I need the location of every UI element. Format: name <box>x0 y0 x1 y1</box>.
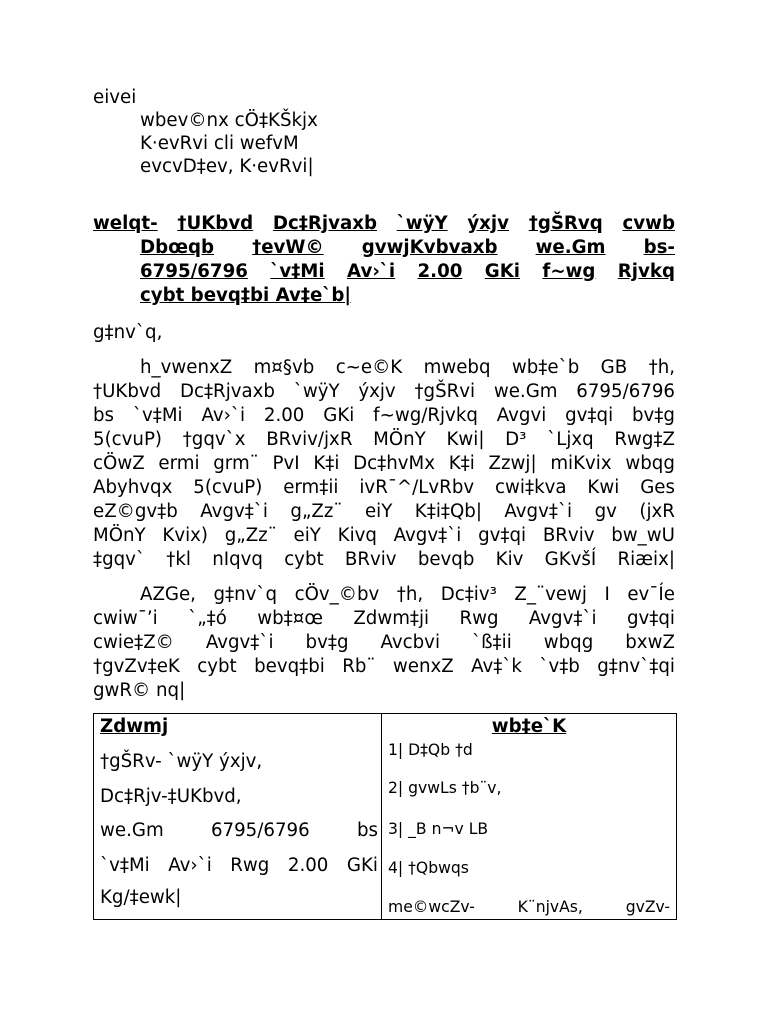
word: h_vwenxZ <box>140 357 233 378</box>
word: Riæix| <box>617 549 675 570</box>
word: gvZv- <box>625 898 670 916</box>
word: Kwi| <box>446 429 485 450</box>
word: Avgv‡`i <box>200 501 268 522</box>
applicant-item <box>388 896 670 918</box>
word: Kwi <box>587 477 620 498</box>
word: K‡i <box>448 453 475 474</box>
word: ermi <box>158 453 200 474</box>
word: Dc‡iv³ <box>440 584 497 605</box>
word: 6795/6796 <box>210 820 310 841</box>
word: Av‡`k <box>471 656 522 677</box>
word: we.Gm <box>535 237 606 258</box>
word: mwebq <box>423 357 491 378</box>
salutation: g‡nv`q, <box>93 322 163 343</box>
word: Rwg <box>230 855 270 876</box>
word: Rwg <box>459 608 499 629</box>
word: Avgv‡`i <box>393 525 462 546</box>
word: Kiv <box>495 549 524 570</box>
word: m¤§vb <box>253 357 315 378</box>
word: f~wg <box>542 261 596 282</box>
word: we.Gm <box>493 381 558 402</box>
paragraph-line <box>140 583 675 607</box>
word: bevqb <box>417 549 475 570</box>
word: nIqvq <box>212 549 263 570</box>
paragraph-line <box>93 655 675 679</box>
schedule-line <box>100 819 378 843</box>
word: Avgv‡`i <box>205 632 274 653</box>
word: cwi‡kva <box>495 477 567 498</box>
word: gvwjKvbvaxb <box>361 237 498 258</box>
word: GB <box>600 357 628 378</box>
word: bs- <box>643 237 675 258</box>
word: g„Zz¨ <box>224 525 277 546</box>
recipient-to: eivei <box>93 87 137 108</box>
word: †kl <box>166 549 191 570</box>
word: wb‡¤œ <box>257 608 323 629</box>
word: †h, <box>648 357 675 378</box>
word: Rjvkq <box>617 261 675 282</box>
word: `v‡Mi <box>100 855 150 876</box>
word: gv <box>594 501 617 522</box>
word: †gŠRvi <box>414 381 476 402</box>
word: g„Zz¨ <box>290 501 343 522</box>
word: miKvix <box>550 453 612 474</box>
word: K‡i‡Qb| <box>414 501 482 522</box>
paragraph-line: gwR© nq| <box>93 680 186 701</box>
word: †gvZv‡eK <box>93 656 180 677</box>
word: GKi <box>484 261 521 282</box>
word: wb‡e`b <box>511 357 580 378</box>
word: GKvšÍ <box>544 549 597 570</box>
details-table <box>93 713 677 920</box>
word: Kivq <box>337 525 377 546</box>
applicant-cell <box>382 714 677 920</box>
word: `Ljxq <box>547 429 594 450</box>
word: MÖnY <box>93 525 146 546</box>
word: AZGe, <box>140 584 196 605</box>
applicant-item: 3| _B n¬v LB <box>388 820 489 838</box>
word: Zzwj| <box>488 453 537 474</box>
word: cybt <box>284 549 324 570</box>
word: K¨njvAs, <box>517 898 583 916</box>
word: Dc‡hvMx <box>353 453 435 474</box>
recipient-line: wbev©nx cÖ‡KŠkjx <box>140 110 318 131</box>
word: we.Gm <box>100 820 164 841</box>
word: me©wcZv- <box>388 898 475 916</box>
applicant-header: wb‡e`K <box>491 716 567 737</box>
word: ivR¯^/LvRbv <box>359 477 475 498</box>
word: gv‡qi <box>565 405 614 426</box>
word: K‡i <box>313 453 340 474</box>
word: cÖv_©bv <box>294 584 380 605</box>
word: eiY <box>364 501 393 522</box>
word: I <box>604 584 610 605</box>
word: Abyhvqx <box>93 477 173 498</box>
word: Dc‡Rjvaxb <box>272 213 377 234</box>
paragraph-line <box>93 500 675 524</box>
word: Avcbvi <box>380 632 440 653</box>
word: GKi <box>323 405 355 426</box>
word: 2.00 <box>263 405 305 426</box>
word: bs <box>93 405 115 426</box>
word: 5(cvuP) <box>93 429 163 450</box>
word: wenxZ <box>392 656 454 677</box>
word: wbqg <box>625 453 675 474</box>
word: GKi <box>346 855 378 876</box>
paragraph-line <box>93 404 675 428</box>
word: MÖnY <box>373 429 426 450</box>
word: `v‡Mi <box>270 261 325 282</box>
word: Kvix) <box>162 525 208 546</box>
word: Av›`i <box>168 855 212 876</box>
recipient-line: evcvD‡ev, K·evRvi| <box>140 156 314 177</box>
word: grm¨ <box>213 453 259 474</box>
word: BRviv/jxR <box>266 429 353 450</box>
word: `v‡b <box>539 656 580 677</box>
schedule-line: Kg/‡ewk| <box>100 887 182 908</box>
word: `v‡Mi <box>132 405 183 426</box>
word: c~e©K <box>335 357 403 378</box>
word: D³ <box>505 429 527 450</box>
subject-line: cybt bevq‡bi Av‡e`b| <box>140 285 352 306</box>
paragraph-line <box>93 524 675 548</box>
word: bxwZ <box>625 632 675 653</box>
subject-line <box>140 260 675 284</box>
word: Ges <box>640 477 675 498</box>
word: bv‡g <box>305 632 349 653</box>
applicant-item: 2| gvwLs †b¨v, <box>388 779 502 797</box>
applicant-item: 1| D‡Qb †d <box>388 741 473 759</box>
word: ýxjv <box>467 213 510 234</box>
word: Dc‡Rjvaxb <box>179 381 275 402</box>
word: erm‡ii <box>283 477 339 498</box>
word: Avgv‡`i <box>504 501 573 522</box>
word: welqt- <box>93 213 158 234</box>
word: cvwb <box>622 213 675 234</box>
word: ev¯Íe <box>627 584 675 605</box>
word: `„‡ó <box>188 608 227 629</box>
paragraph-line <box>93 631 675 655</box>
word: BRviv <box>542 525 595 546</box>
word: `ß‡ii <box>472 632 512 653</box>
word: 6795/6796 <box>576 381 675 402</box>
schedule-line: †gŠRv- `wÿY ýxjv, <box>100 751 263 772</box>
word: g‡nv`‡qi <box>597 656 675 677</box>
word: Dbœqb <box>140 237 215 258</box>
paragraph-line <box>140 356 675 380</box>
word: †UKbvd <box>93 381 162 402</box>
word: Z_¨vewj <box>514 584 587 605</box>
word: bw_wU <box>611 525 675 546</box>
subject-line <box>140 236 675 260</box>
word: †gŠRvq <box>528 213 603 234</box>
word: cybt <box>197 656 237 677</box>
word: ýxjv <box>358 381 396 402</box>
word: cÖwZ <box>93 453 145 474</box>
word: `wÿY <box>396 213 448 234</box>
word: BRviv <box>344 549 397 570</box>
word: Rb¨ <box>342 656 376 677</box>
paragraph-line <box>93 548 675 572</box>
word: wbqg <box>543 632 594 653</box>
word: †h, <box>396 584 424 605</box>
word: Zdwm‡ji <box>353 608 430 629</box>
word: eiY <box>293 525 321 546</box>
word: Rwg‡Z <box>614 429 675 450</box>
schedule-line <box>100 854 378 878</box>
word: cwiw¯’i <box>93 608 158 629</box>
word: bv‡g <box>631 405 675 426</box>
word: PvI <box>272 453 300 474</box>
word: bs <box>356 820 378 841</box>
word: bevq‡bi <box>254 656 325 677</box>
word: eZ©gv‡b <box>93 501 178 522</box>
paragraph-line <box>93 607 675 631</box>
word: Avgv‡`i <box>528 608 597 629</box>
word: (jxR <box>639 501 675 522</box>
paragraph-line <box>93 428 675 452</box>
schedule-cell <box>94 714 382 920</box>
word: gv‡qi <box>478 525 527 546</box>
paragraph-line <box>93 476 675 500</box>
paragraph-line <box>93 452 675 476</box>
subject-line <box>93 212 675 236</box>
word: cwie‡Z© <box>93 632 174 653</box>
word: g‡nv`q <box>213 584 278 605</box>
word: Avgvi <box>496 405 547 426</box>
word: 6795/6796 <box>140 261 248 282</box>
schedule-line: Dc‡Rjv-‡UKbvd, <box>100 786 242 807</box>
word: gv‡qi <box>626 608 675 629</box>
applicant-item: 4| †Qbwqs <box>388 859 469 877</box>
word: 2.00 <box>287 855 329 876</box>
word: ‡gqv` <box>93 549 146 570</box>
word: `wÿY <box>293 381 340 402</box>
word: 2.00 <box>417 261 463 282</box>
word: f~wg/Rjvkq <box>373 405 478 426</box>
word: 5(cvuP) <box>193 477 263 498</box>
word: †evW© <box>252 237 324 258</box>
word: †gqv`x <box>182 429 246 450</box>
word: Av›`i <box>347 261 396 282</box>
schedule-header: Zdwmj <box>100 716 169 737</box>
recipient-line: K·evRvi cli wefvM <box>140 133 299 154</box>
word: Av›`i <box>201 405 246 426</box>
paragraph-line <box>93 380 675 404</box>
word: †UKbvd <box>177 213 254 234</box>
